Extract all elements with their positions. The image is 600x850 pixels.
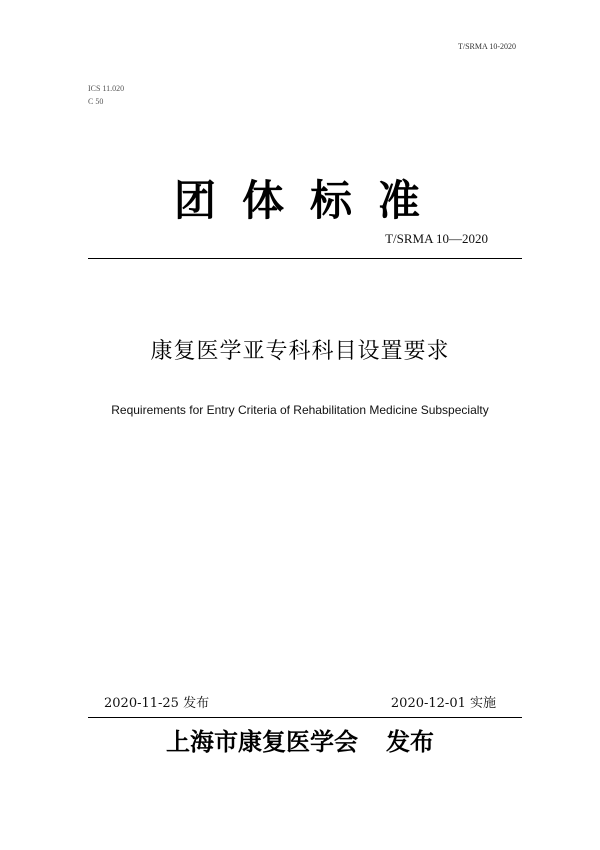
publisher-name: 上海市康复医学会 [166, 728, 358, 756]
title-english: Requirements for Entry Criteria of Rehabilitation Medicine Subspecialty [111, 403, 489, 417]
document-type-heading: 团体标准 [173, 176, 446, 225]
publisher-action: 发布 [386, 728, 434, 756]
header-document-code: T/SRMA 10-2020 [457, 42, 516, 51]
title-chinese: 康复医学亚专科科目设置要求 [150, 339, 450, 364]
issue-date: 2020-11-25 发布 [104, 696, 210, 711]
ccs-code: C 50 [88, 97, 104, 106]
publisher-line [0, 722, 600, 757]
implementation-date: 2020-12-01 实施 [390, 696, 496, 711]
bottom-divider [88, 717, 522, 718]
ics-code: ICS 11.020 [88, 84, 125, 93]
top-divider [88, 258, 522, 259]
standard-number: T/SRMA 10—2020 [385, 231, 488, 246]
